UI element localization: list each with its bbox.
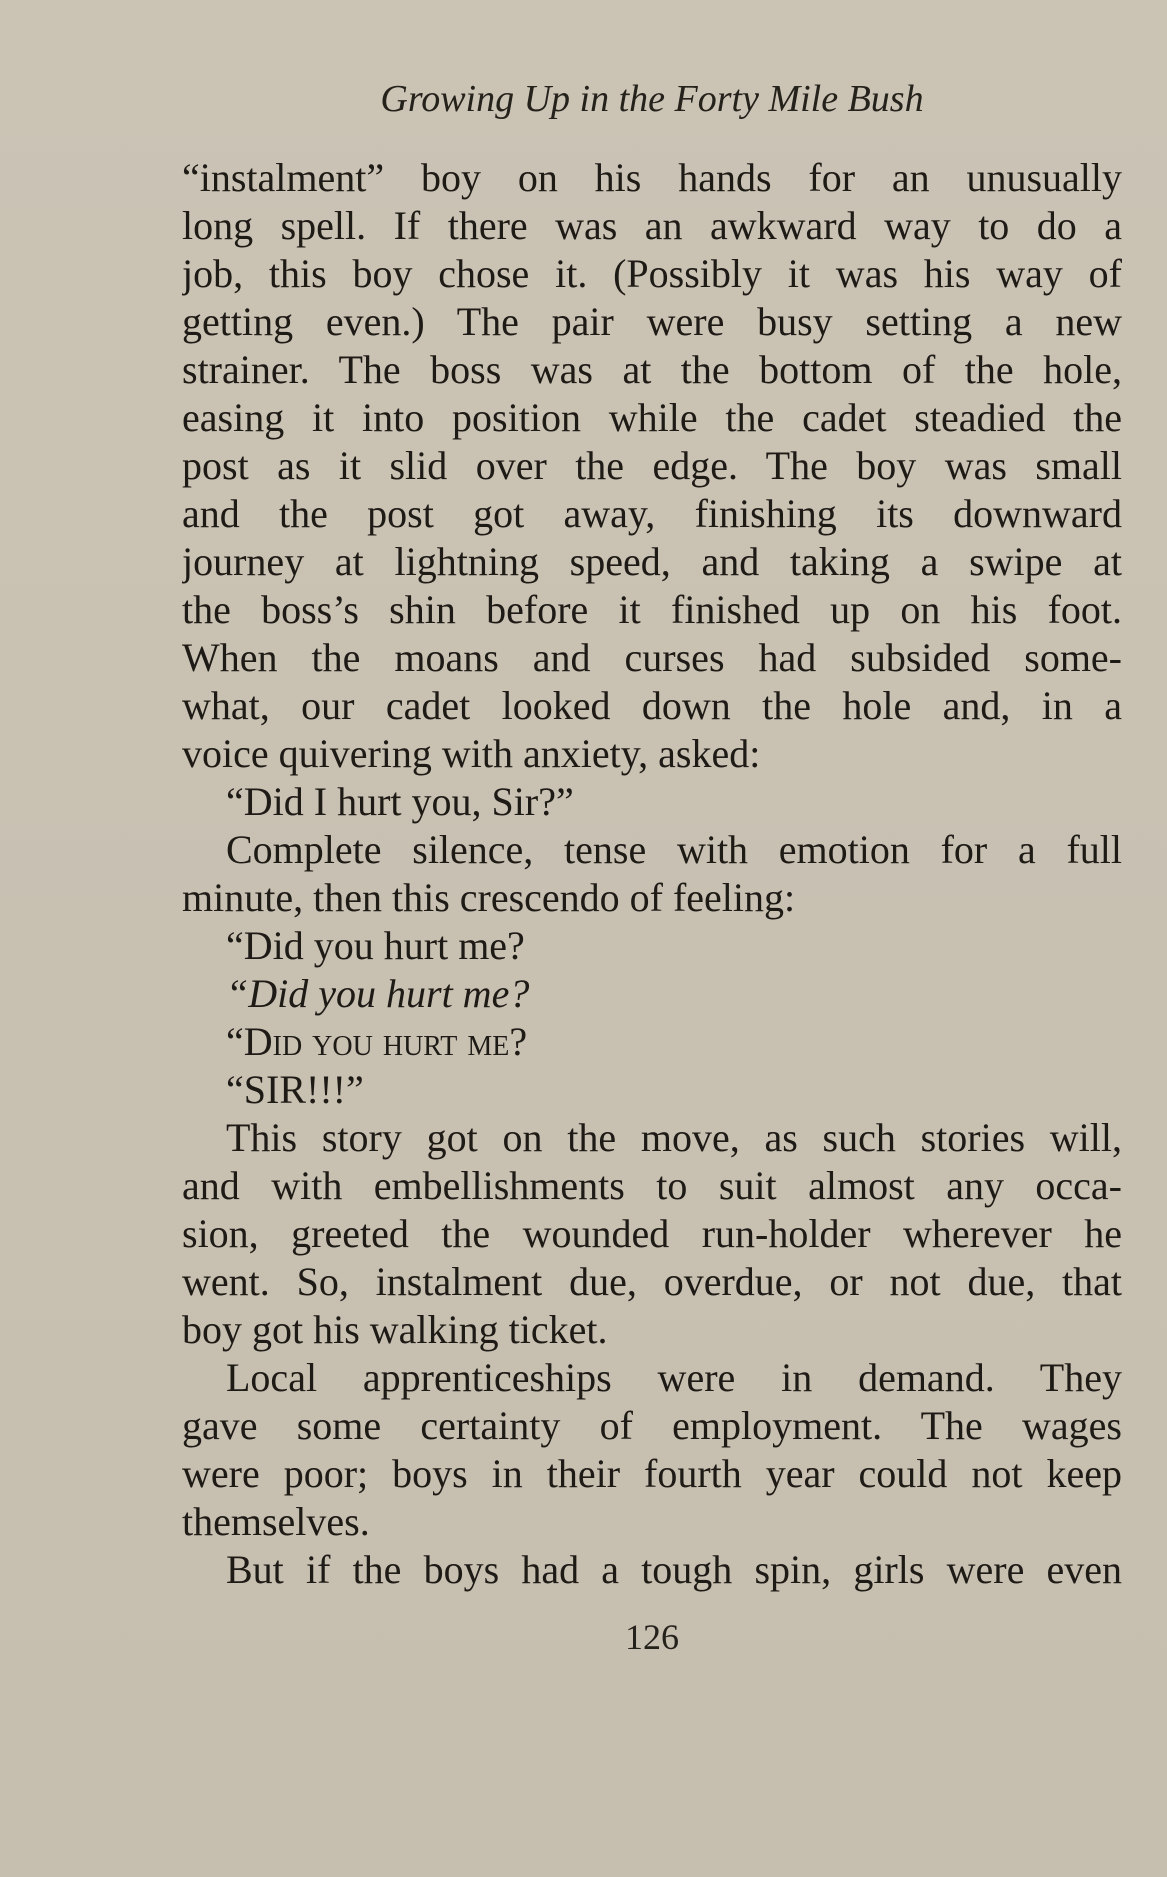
text-line: getting even.) The pair were busy setting a new — [182, 299, 1122, 344]
dialogue-line: “SIR!!!” — [226, 1067, 364, 1112]
text-line: themselves. — [182, 1499, 370, 1544]
dialogue-line: “Did you hurt me? — [226, 923, 525, 968]
text-line: what, our cadet looked down the hole and, in a — [182, 683, 1122, 728]
page-number: 126 — [625, 1617, 679, 1657]
dialogue-line: “Did I hurt you, Sir?” — [226, 779, 574, 824]
text-line: and the post got away, finishing its downward — [182, 491, 1122, 536]
paragraph-start-line: This story got on the move, as such stories will, — [226, 1115, 1122, 1160]
text-line: journey at lightning speed, and taking a swipe at — [182, 539, 1122, 584]
text-line: job, this boy chose it. (Possibly it was his way of — [182, 251, 1122, 296]
text-line: strainer. The boss was at the bottom of the hole, — [182, 347, 1122, 392]
body-text — [182, 154, 1122, 1594]
text-line: sion, greeted the wounded run-holder wherever he — [182, 1211, 1122, 1256]
paragraph-start-line: Complete silence, tense with emotion for a full — [226, 827, 1122, 872]
text-line: long spell. If there was an awkward way to do a — [182, 203, 1122, 248]
paragraph-start-line: But if the boys had a tough spin, girls were even — [226, 1547, 1122, 1592]
text-line: “instalment” boy on his hands for an unusually — [182, 155, 1122, 200]
paragraph-start-line: Local apprenticeships were in demand. They — [226, 1355, 1122, 1400]
text-line: gave some certainty of employment. The wages — [182, 1403, 1122, 1448]
text-line: post as it slid over the edge. The boy was small — [182, 443, 1122, 488]
running-head: Growing Up in the Forty Mile Bush — [380, 78, 924, 120]
text-line: went. So, instalment due, overdue, or not due, that — [182, 1259, 1122, 1304]
text-line: voice quivering with anxiety, asked: — [182, 731, 761, 776]
text-line: boy got his walking ticket. — [182, 1307, 608, 1352]
text-line: easing it into position while the cadet steadied the — [182, 395, 1122, 440]
text-line: When the moans and curses had subsided some- — [182, 635, 1122, 680]
text-line: the boss’s shin before it finished up on his foot. — [182, 587, 1122, 632]
dialogue-line-small-caps: “Did you hurt me? — [226, 1019, 528, 1064]
dialogue-line-italic: “Did you hurt me? — [226, 971, 530, 1016]
text-line: and with embellishments to suit almost any occa- — [182, 1163, 1122, 1208]
text-line: were poor; boys in their fourth year could not keep — [182, 1451, 1122, 1496]
text-line: minute, then this crescendo of feeling: — [182, 875, 796, 920]
